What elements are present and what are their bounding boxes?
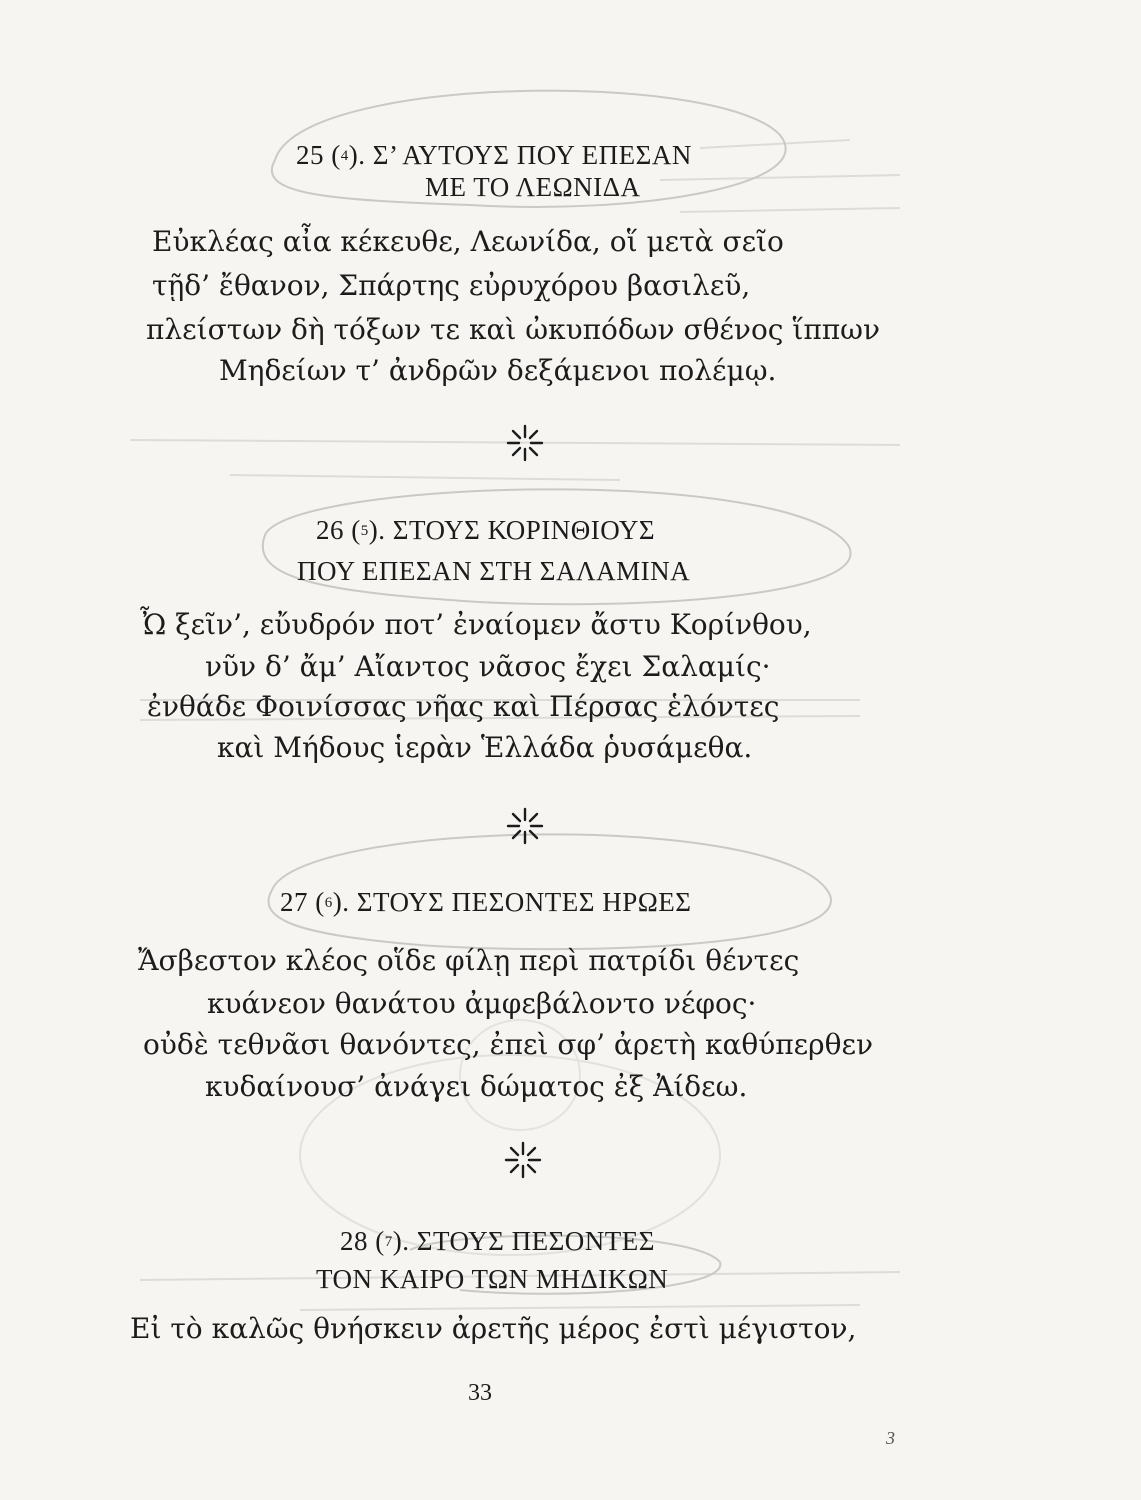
- poem-26-verse-4: καὶ Μήδους ἱερὰν Ἑλλάδα ῥυσάμεθα.: [217, 731, 753, 764]
- poem-25-verse-3: πλείστων δὴ τόξων τε καὶ ὠκυπόδων σθένος ἵππων: [146, 313, 881, 346]
- poem-26-verse-1: Ὦ ξεῖν’, εὔυδρόν ποτ’ ἐναίομεν ἄστυ Κορίνθου,: [140, 608, 812, 641]
- poem-28-verse-1: Εἰ τὸ καλῶς θνήσκειν ἀρετῆς μέρος ἐστὶ μέγιστον,: [130, 1312, 857, 1345]
- poem-26-verse-2: νῦν δ’ ἄμ’ Αἴαντος νᾶσος ἔχει Σαλαμίς·: [205, 650, 771, 683]
- poem-25-heading-line2: ΜΕ ΤΟ ΛΕΩΝΙΔΑ: [425, 172, 641, 202]
- poem-25-verse-4: Μηδείων τ’ ἀνδρῶν δεξάμενοι πολέμῳ.: [219, 354, 777, 387]
- poem-25-heading-line1: 25 (4). Σ’ ΑΥΤΟΥΣ ΠΟΥ ΕΠΕΣΑΝ: [296, 140, 692, 170]
- corner-pencil-mark: 3: [886, 1428, 895, 1448]
- poem-27-verse-2: κυάνεον θανάτου ἀμφεβάλοντο νέφος·: [207, 987, 757, 1020]
- poem-26-heading-line1: 26 (5). ΣΤΟΥΣ ΚΟΡΙΝΘΙΟΥΣ: [316, 515, 656, 545]
- poem-26-heading-line2: ΠΟΥ ΕΠΕΣΑΝ ΣΤΗ ΣΑΛΑΜΙΝΑ: [297, 556, 691, 586]
- asterisk-ornament-icon: [503, 1140, 543, 1180]
- asterisk-ornament-icon: [505, 423, 545, 463]
- poem-25-verse-1: Εὐκλέας αἶα κέκευθε, Λεωνίδα, οἵ μετὰ σεῖο: [152, 225, 784, 258]
- poem-28-heading-line2: ΤΟΝ ΚΑΙΡΟ ΤΩΝ ΜΗΔΙΚΩΝ: [316, 1264, 669, 1294]
- poem-26-verse-3: ἐνθάδε Φοινίσσας νῆας καὶ Πέρσας ἑλόντες: [147, 690, 780, 723]
- poem-28-heading-line1: 28 (7). ΣΤΟΥΣ ΠΕΣΟΝΤΕΣ: [340, 1226, 655, 1256]
- poem-27-verse-4: κυδαίνουσ’ ἀνάγει δώματος ἐξ Ἀίδεω.: [205, 1070, 748, 1103]
- poem-27-verse-3: οὐδὲ τεθνᾶσι θανόντες, ἐπεὶ σφ’ ἀρετὴ καθύπερθεν: [143, 1028, 873, 1061]
- poem-27-verse-1: Ἄσβεστον κλέος οἵδε φίλῃ περὶ πατρίδι θέντες: [138, 944, 800, 977]
- poem-27-heading-line1: 27 (6). ΣΤΟΥΣ ΠΕΣΟΝΤΕΣ ΗΡΩΕΣ: [280, 887, 692, 917]
- page-number: 33: [468, 1380, 492, 1406]
- asterisk-ornament-icon: [505, 806, 545, 846]
- poem-25-verse-2: τῇδ’ ἔθανον, Σπάρτης εὐρυχόρου βασιλεῦ,: [152, 269, 751, 302]
